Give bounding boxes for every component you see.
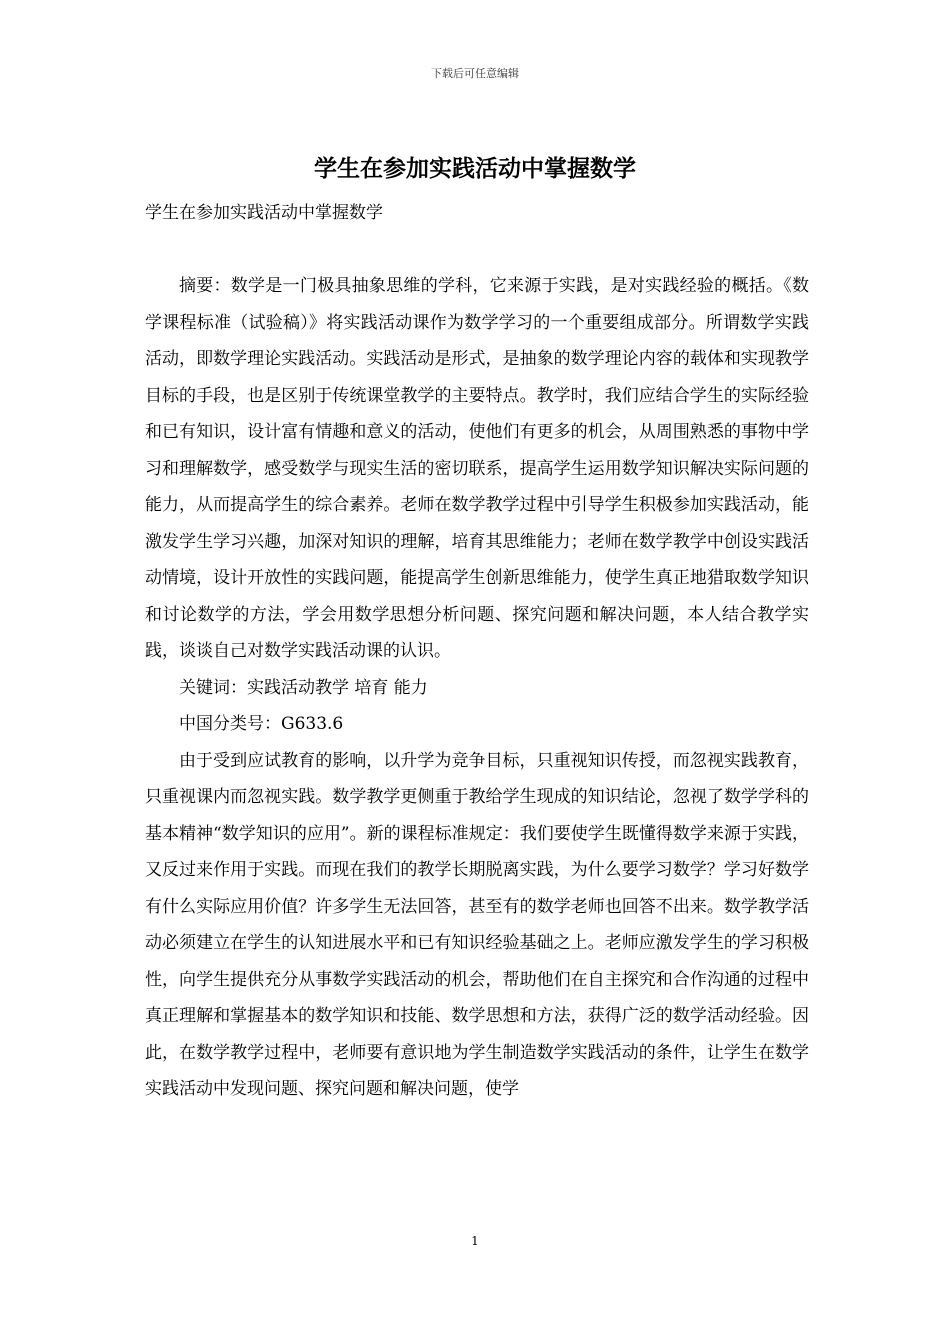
abstract-paragraph: 摘要：数学是一门极具抽象思维的学科，它来源于实践，是对实践经验的概括。《数学课程标准（试验稿）》将实践活动课作为数学学习的一个重要组成部分。所谓数学实践活动，即数学理论实践活动。实践活动是形式，是抽象的数学理论内容的载体和实现教学目标的手段，也是区别于传统课堂教学的主要特点。教学时，我们应结合学生的实际经验和已有知识，设计富有情趣和意义的活动，使他们有更多的机会，从周围熟悉的事物中学习和理解数学，感受数学与现实生活的密切联系，提高学生运用数学知识解决实际问题的能力，从而提高学生的综合素养。老师在数学教学过程中引导学生积极参加实践活动，能激发学生学习兴趣，加深对知识的理解，培育其思维能力；老师在数学教学中创设实践活动情境，设计开放性的实践问题，能提高学生创新思维能力，使学生真正地猎取数学知识和讨论数学的方法，学会用数学思想分析问题、探究问题和解决问题，本人结合教学实践，谈谈自己对数学实践活动课的认识。 xyxy=(145,276,809,661)
keywords-line: 关键词：实践活动教学 培育 能力 xyxy=(179,677,428,698)
page-number: 1 xyxy=(471,1234,479,1248)
document-subtitle: 学生在参加实践活动中掌握数学 xyxy=(145,203,383,223)
body-paragraph: 由于受到应试教育的影响，以升学为竞争目标，只重视知识传授，而忽视实践教育，只重视课内而忽视实践。数学教学更侧重于教给学生现成的知识结论，忽视了数学学科的基本精神“数学知识的应用”。新的课程标准规定：我们要使学生既懂得数学来源于实践，又反过来作用于实践。而现在我们的教学长期脱离实践，为什么要学习数学？学习好数学有什么实际应用价值？许多学生无法回答，甚至有的数学老师也回答不出来。数学教学活动必须建立在学生的认知进展水平和已有知识经验基础之上。老师应激发学生的学习积极性，向学生提供充分从事数学实践活动的机会，帮助他们在自主探究和合作沟通的过程中真正理解和掌握基本的数学知识和技能、数学思想和方法，获得广泛的数学活动经验。因此，在数学教学过程中，老师要有意识地为学生制造数学实践活动的条件，让学生在数学实践活动中发现问题、探究问题和解决问题，使学 xyxy=(145,750,809,1099)
classification-line: 中国分类号：G633.6 xyxy=(179,714,344,734)
document-title: 学生在参加实践活动中掌握数学 xyxy=(314,156,636,182)
header-note: 下载后可任意编辑 xyxy=(431,67,519,80)
document-body xyxy=(145,268,809,1108)
